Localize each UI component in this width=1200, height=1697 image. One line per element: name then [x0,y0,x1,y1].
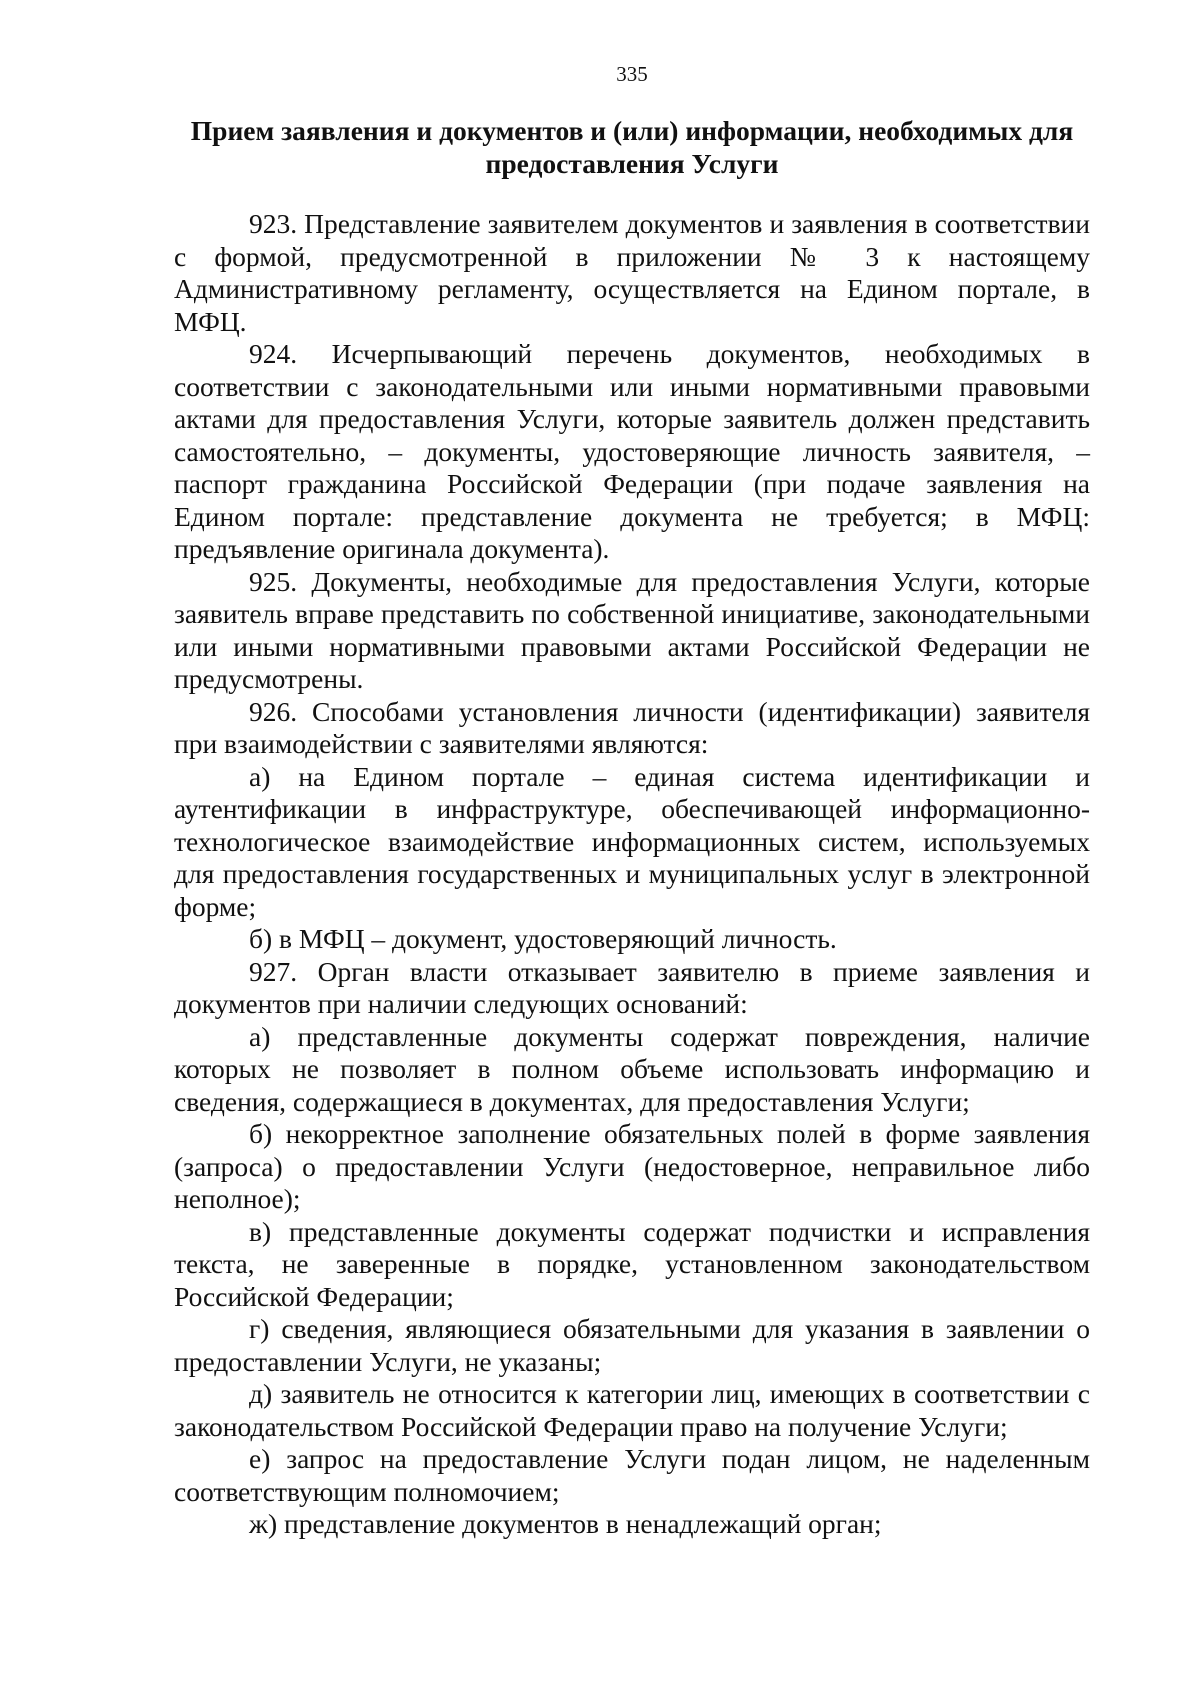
paragraph-927-e: е) запрос на предоставление Услуги подан лицом, не наделенным соответствующим полномочием; [174,1443,1090,1507]
paragraph-927-a: а) представленные документы содержат повреждения, наличие которых не позволяет в полном объеме использовать информацию и сведения, содержащиеся в документах, для предоставления Услуги; [174,1020,1090,1117]
paragraph-927-d: д) заявитель не относится к категории лиц, имеющих в соответствии с законодательством Российской Федерации право на получение Услуги; [174,1378,1090,1442]
section-title: Прием заявления и документов и (или) информации, необходимых для предоставления Услуги [190,115,1074,179]
paragraph-927-v: в) представленные документы содержат подчистки и исправления текста, не заверенные в порядке, установленном законодательством Российской Федерации; [174,1215,1090,1312]
paragraph-926: 926. Способами установления личности (идентификации) заявителя при взаимодействии с заявителями являются: [174,695,1090,759]
page-number: 335 [616,62,648,86]
document-page [174,62,1090,1541]
paragraph-927: 927. Орган власти отказывает заявителю в приеме заявления и документов при наличии следующих оснований: [174,955,1090,1019]
paragraph-927-zh: ж) представление документов в ненадлежащий орган; [249,1508,882,1539]
paragraph-927-b: б) некорректное заполнение обязательных полей в форме заявления (запроса) о предоставлении Услуги (недостоверное, неправильное либо неполное); [174,1118,1090,1214]
paragraph-924: 924. Исчерпывающий перечень документов, необходимых в соответствии с законодательными или иными нормативными правовыми актами для предоставления Услуги, которые заявитель должен представить самостоятельно, – документы, удостоверяющие личность заявителя, – паспорт гражданина Российской Федерации (при подаче заявления на Едином портале: представление документа не требуется; в МФЦ: предъявление оригинала документа). [174,338,1090,564]
paragraph-923: 923. Представление заявителем документов и заявления в соответствии с формой, предусмотренной в приложении № 3 к настоящему Административному регламенту, осуществляется на Едином портале, в МФЦ. [174,208,1090,337]
paragraph-925: 925. Документы, необходимые для предоставления Услуги, которые заявитель вправе представить по собственной инициативе, законодательными или иными нормативными правовыми актами Российской Федерации не предусмотрены. [174,565,1090,694]
paragraph-926-b: б) в МФЦ – документ, удостоверяющий личность. [249,923,837,954]
paragraph-927-g: г) сведения, являющиеся обязательными для указания в заявлении о предоставлении Услуги, не указаны; [174,1313,1090,1377]
paragraph-926-a: а) на Едином портале – единая система идентификации и аутентификации в инфраструктуре, обеспечивающей информационно-технологическое взаимодействие информационных систем, используемых для предоставления государственных и муниципальных услуг в электронной форме; [174,760,1090,922]
